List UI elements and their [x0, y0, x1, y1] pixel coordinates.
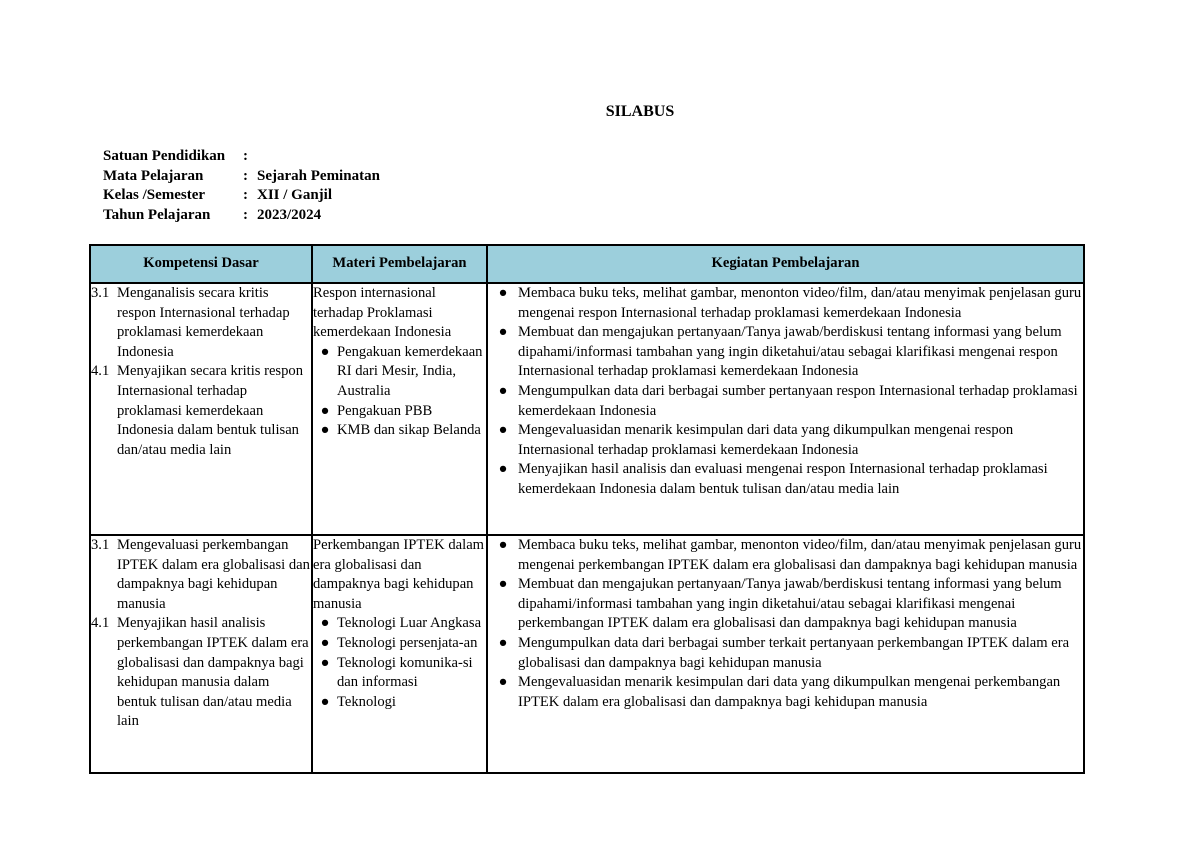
materi-list — [313, 343, 486, 441]
document-meta — [103, 147, 380, 225]
kegiatan-text: Mengevaluasidan menarik kesimpulan dari data yang dikumpulkan mengenai perkembangan IPTEK dalam era globalisasi dan dampaknya bagi kehidupan manusia — [518, 674, 1061, 710]
materi-item-text: KMB dan sikap Belanda — [337, 422, 481, 439]
kd-item — [91, 614, 311, 732]
meta-value: XII / Ganjil — [257, 187, 333, 204]
kd-text: Menyajikan secara kritis respon Internasional terhadap proklamasi kemerdekaan Indonesia dalam bentuk tulisan dan/atau media lain — [117, 363, 304, 458]
bullet-icon: ● — [498, 285, 508, 301]
header-kompetensi-dasar: Kompetensi Dasar — [90, 245, 312, 283]
list-item — [488, 575, 1083, 634]
bullet-icon: ● — [320, 402, 330, 419]
syllabus-table — [89, 244, 1085, 774]
materi-item-text: Pengakuan PBB — [337, 402, 433, 419]
materi-intro: Respon internasional terhadap Proklamasi kemerdekaan Indonesia — [313, 285, 452, 341]
materi-cell — [312, 535, 487, 773]
meta-row-kelas-semester — [103, 186, 380, 206]
kd-text: Menganalisis secara kritis respon Internasional terhadap proklamasi kemerdekaan Indonesia — [117, 285, 290, 360]
list-item — [313, 614, 486, 634]
materi-item-text: Pengakuan kemerdekaan RI dari Mesir, India, Australia — [337, 343, 483, 399]
meta-label: Tahun Pelajaran — [103, 206, 211, 223]
kd-item — [91, 362, 311, 460]
list-item — [313, 421, 486, 441]
bullet-icon: ● — [320, 343, 330, 360]
kd-item — [91, 284, 311, 362]
bullet-icon: ● — [320, 422, 330, 439]
bullet-icon: ● — [498, 634, 508, 651]
meta-row-tahun-pelajaran — [103, 206, 380, 226]
page-title: SILABUS — [605, 103, 675, 120]
bullet-icon: ● — [498, 537, 508, 553]
list-item — [488, 382, 1083, 421]
kd-item — [91, 536, 311, 614]
materi-intro: Perkembangan IPTEK dalam era globalisasi dan dampaknya bagi kehidupan manusia — [313, 537, 485, 612]
kd-number: 3.1 — [91, 285, 110, 301]
materi-item-text: Teknologi komunika-si dan informasi — [337, 654, 473, 691]
kegiatan-text: Mengevaluasidan menarik kesimpulan dari data yang dikumpulkan mengenai respon Internasional terhadap proklamasi kemerdekaan Indonesia — [518, 422, 1014, 458]
kd-number: 3.1 — [91, 537, 110, 553]
kegiatan-list — [488, 536, 1083, 712]
materi-list — [313, 614, 486, 712]
list-item — [488, 421, 1083, 460]
list-item — [488, 284, 1083, 323]
meta-label: Satuan Pendidikan — [103, 148, 226, 164]
list-item — [488, 536, 1083, 575]
header-kegiatan-pembelajaran: Kegiatan Pembelajaran — [487, 245, 1084, 283]
kegiatan-text: Membuat dan mengajukan pertanyaan/Tanya jawab/berdiskusi tentang informasi yang belum dipahami/informasi tambahan yang ingin diketahui/atau sebagai klarifikasi mengenai perkembangan IPTEK dalam era globalisasi dan dampaknya bagi kehidupan manusia — [518, 576, 1062, 632]
meta-separator: : — [243, 167, 248, 184]
kegiatan-text: Mengumpulkan data dari berbagai sumber terkait pertanyaan perkembangan IPTEK dalam era globalisasi dan dampaknya bagi kehidupan manusia — [518, 634, 1070, 671]
kegiatan-text: Membuat dan mengajukan pertanyaan/Tanya jawab/berdiskusi tentang informasi yang belum dipahami/informasi tambahan yang ingin diketahui/atau sebagai klarifikasi mengenai respon Internasional terhadap proklamasi kemerdekaan Indonesia — [518, 324, 1062, 380]
kegiatan-cell — [487, 283, 1084, 535]
kegiatan-text: Membaca buku teks, melihat gambar, menonton video/film, dan/atau menyimak penjelasan guru mengenai perkembangan IPTEK dalam era globalisasi dan dampaknya bagi kehidupan manusia — [518, 537, 1082, 573]
kd-number: 4.1 — [91, 363, 110, 380]
kegiatan-text: Menyajikan hasil analisis dan evaluasi mengenai respon Internasional terhadap proklamasi kemerdekaan Indonesia dalam bentuk tulisan dan/atau media lain — [518, 461, 1048, 497]
meta-value: 2023/2024 — [257, 206, 322, 223]
kompetensi-dasar-cell — [90, 535, 312, 773]
meta-label: Mata Pelajaran — [103, 167, 204, 184]
table-header-row — [90, 245, 1084, 283]
kd-text: Menyajikan hasil analisis perkembangan IPTEK dalam era globalisasi dan dampaknya bagi kehidupan manusia dalam bentuk tulisan dan/atau media lain — [117, 615, 309, 730]
meta-separator: : — [243, 187, 248, 204]
meta-separator: : — [243, 148, 248, 164]
header-materi-pembelajaran: Materi Pembelajaran — [312, 245, 487, 283]
list-item — [313, 343, 486, 402]
kd-text: Mengevaluasi perkembangan IPTEK dalam era globalisasi dan dampaknya bagi kehidupan manusia — [117, 537, 310, 612]
list-item — [488, 460, 1083, 499]
list-item — [488, 323, 1083, 382]
materi-cell — [312, 283, 487, 535]
meta-row-mata-pelajaran — [103, 167, 380, 187]
bullet-icon: ● — [498, 674, 508, 691]
bullet-icon: ● — [320, 693, 330, 710]
list-item — [488, 634, 1083, 673]
list-item — [313, 634, 486, 654]
list-item — [313, 693, 486, 713]
bullet-icon: ● — [498, 461, 508, 478]
materi-item-text: Teknologi Luar Angkasa — [337, 615, 482, 632]
kd-number: 4.1 — [91, 615, 110, 632]
kompetensi-dasar-cell — [90, 283, 312, 535]
meta-row-satuan-pendidikan — [103, 147, 380, 167]
kd-list — [91, 536, 311, 732]
kegiatan-list — [488, 284, 1083, 500]
meta-value: Sejarah Peminatan — [257, 167, 380, 184]
meta-label: Kelas /Semester — [103, 187, 206, 204]
kd-list — [91, 284, 311, 460]
bullet-icon: ● — [498, 576, 508, 593]
kegiatan-text: Mengumpulkan data dari berbagai sumber pertanyaan respon Internasional terhadap proklamasi kemerdekaan Indonesia — [518, 382, 1078, 419]
list-item — [313, 654, 486, 693]
bullet-icon: ● — [498, 422, 508, 439]
list-item — [488, 673, 1083, 712]
table-row — [90, 283, 1084, 535]
materi-item-text: Teknologi persenjata-an — [337, 634, 478, 651]
kegiatan-cell — [487, 535, 1084, 773]
materi-item-text: Teknologi — [337, 693, 396, 710]
kegiatan-text: Membaca buku teks, melihat gambar, menonton video/film, dan/atau menyimak penjelasan guru mengenai respon Internasional terhadap proklamasi kemerdekaan Indonesia — [518, 285, 1082, 321]
meta-separator: : — [243, 206, 248, 223]
bullet-icon: ● — [320, 634, 330, 651]
bullet-icon: ● — [320, 615, 330, 632]
bullet-icon: ● — [498, 382, 508, 399]
table-row — [90, 535, 1084, 773]
list-item — [313, 402, 486, 422]
bullet-icon: ● — [498, 324, 508, 341]
bullet-icon: ● — [320, 654, 330, 671]
